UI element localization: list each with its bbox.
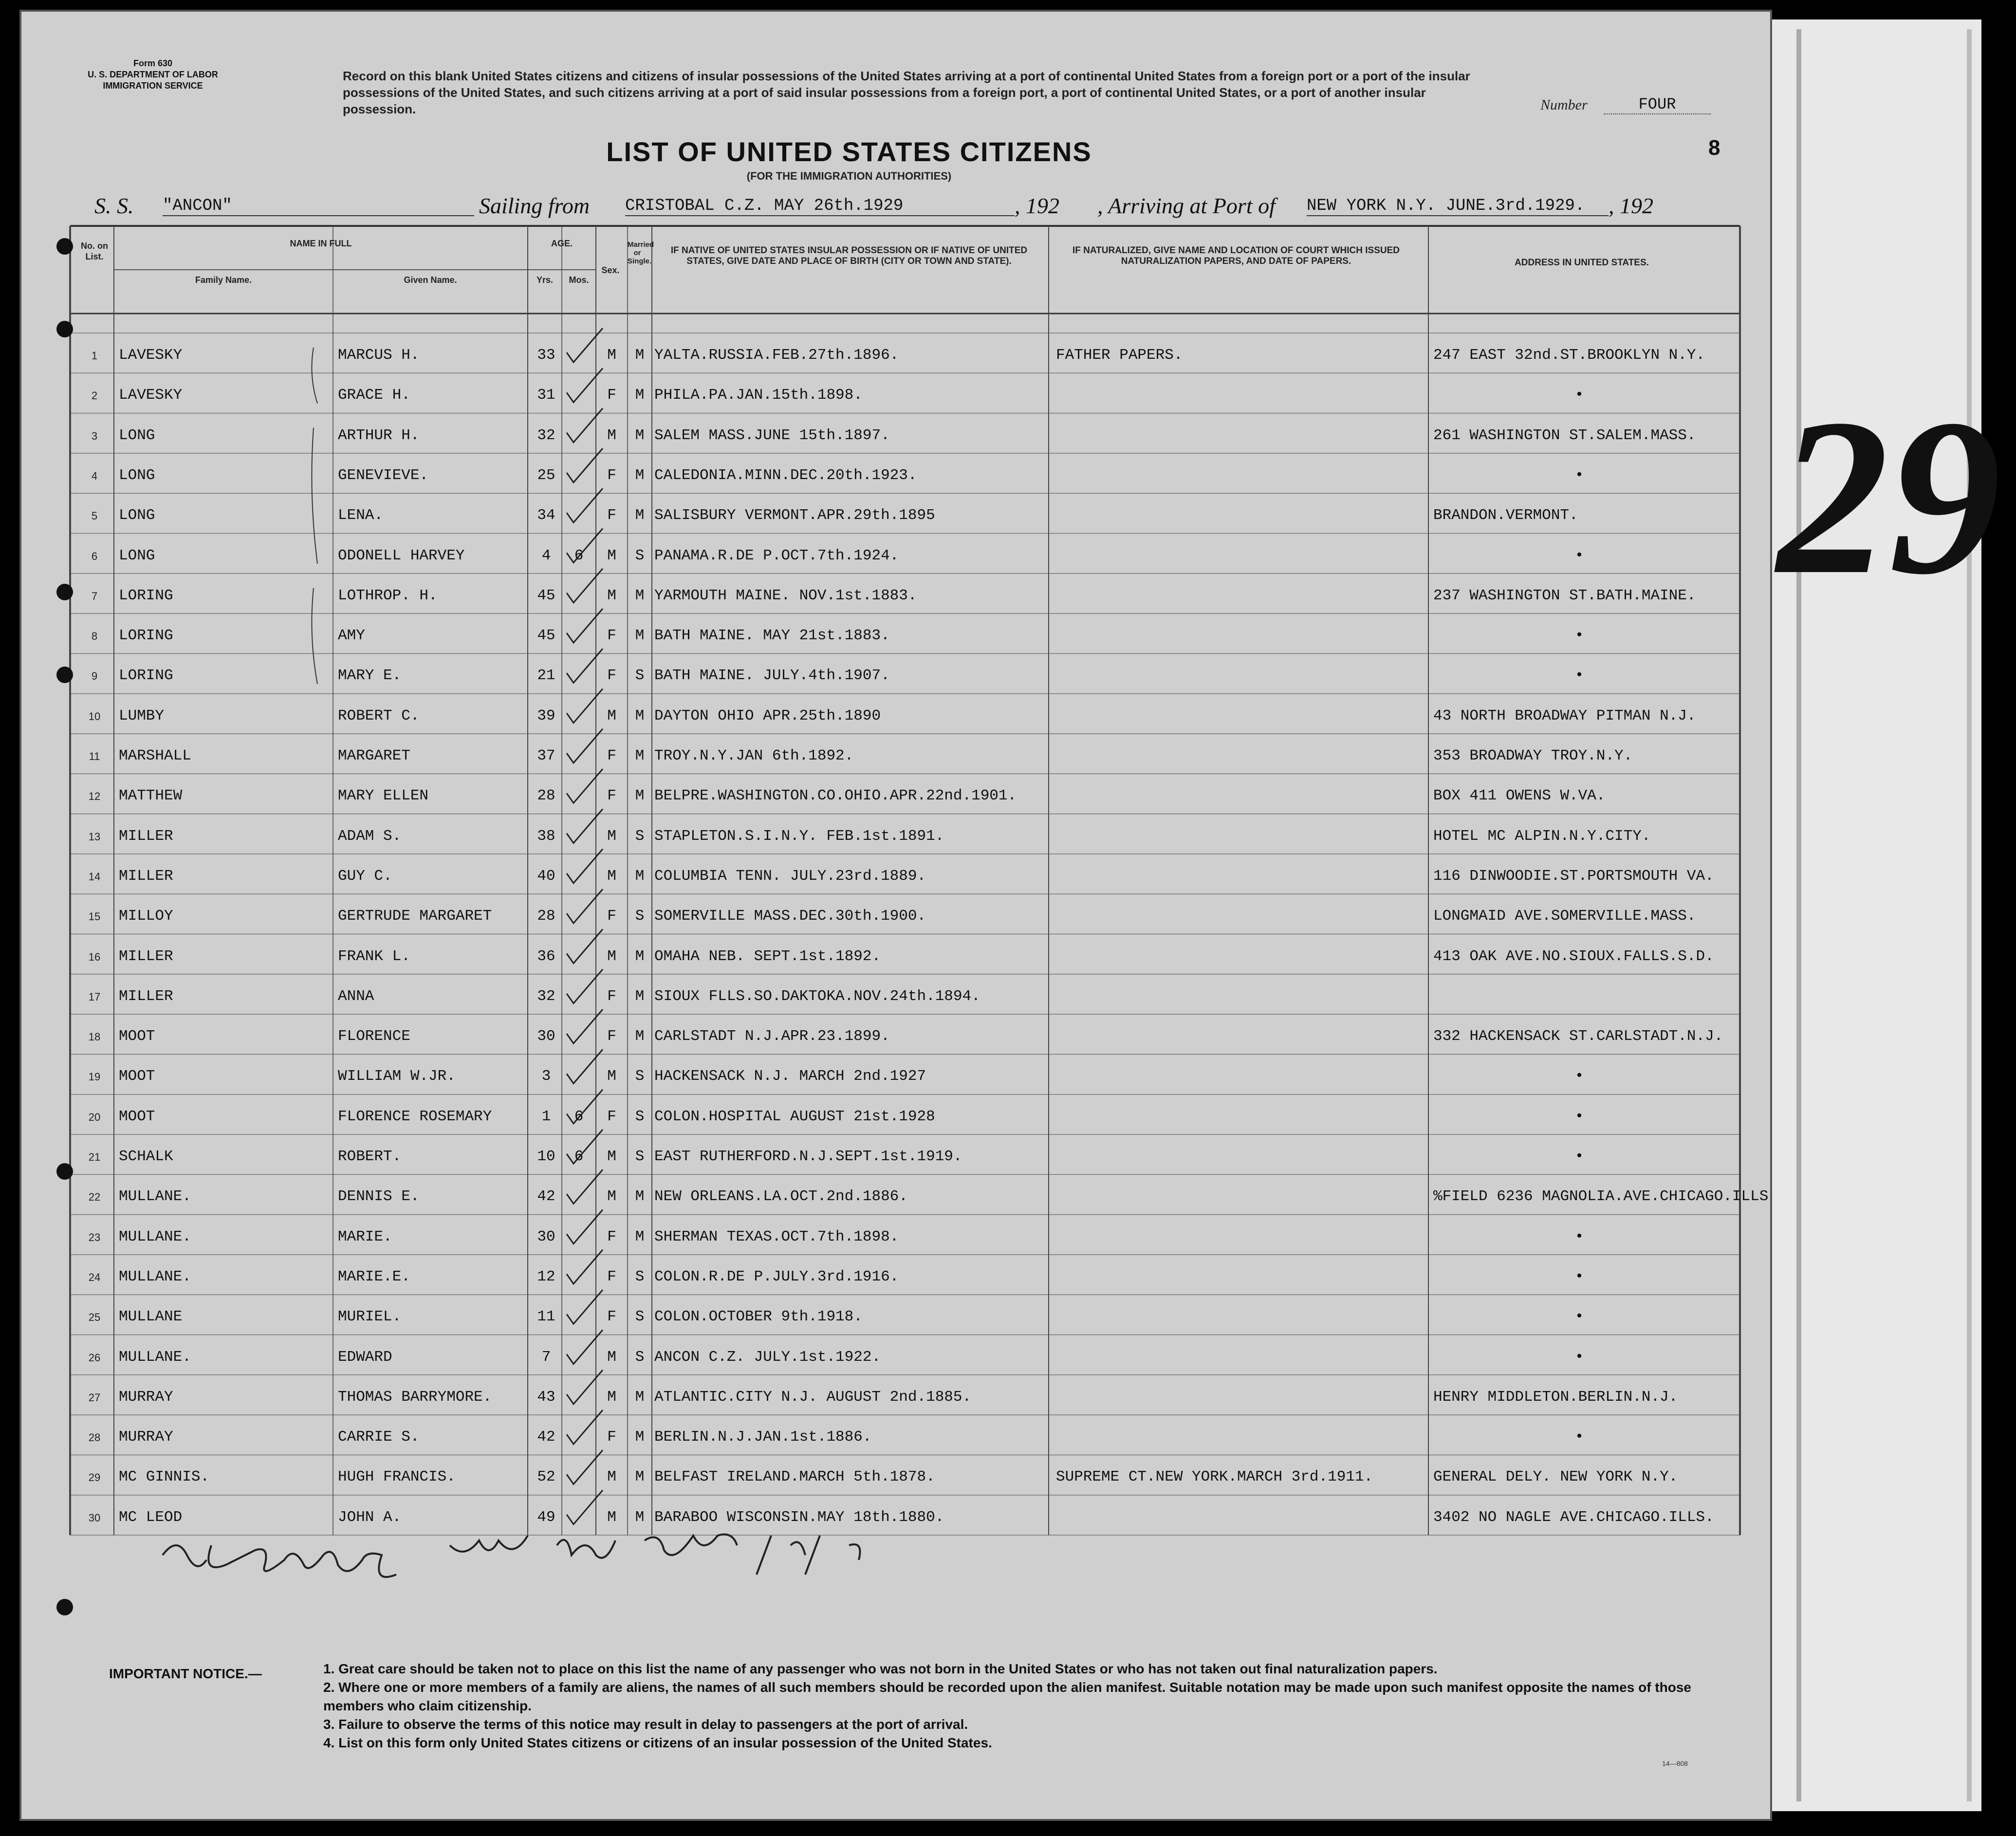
row-number: 22 xyxy=(88,1191,101,1204)
row-family: MULLANE. xyxy=(119,1188,191,1205)
row-sex: M xyxy=(607,1188,616,1205)
row-sex: M xyxy=(607,867,616,885)
row-birth: BERLIN.N.J.JAN.1st.1886. xyxy=(654,1428,872,1446)
row-ms: M xyxy=(635,1468,645,1486)
header-no-on-list: No. on List. xyxy=(81,241,108,261)
row-given: JOHN A. xyxy=(338,1508,402,1526)
row-sex: F xyxy=(607,1268,616,1285)
row-addr: 261 WASHINGTON ST.SALEM.MASS. xyxy=(1433,427,1696,444)
row-family: MULLANE. xyxy=(119,1348,191,1366)
row-sex: F xyxy=(607,667,616,685)
inspector-signature xyxy=(158,1526,937,1589)
row-addr: 247 EAST 32nd.ST.BROOKLYN N.Y. xyxy=(1433,347,1705,364)
row-yrs: 4 xyxy=(541,547,551,564)
row-given: LOTHROP. H. xyxy=(338,587,438,604)
form-instructions: Record on this blank United States citizens and citizens of insular possessions of the United States arriving at a port of continental United States from a foreign port or a port of the insular possessions of the United States, and such citizens arriving at a port of said insular possessions from a foreign port, a port of continental United States, or a port of another insular possession. xyxy=(343,69,1470,116)
row-addr: GENERAL DELY. NEW YORK N.Y. xyxy=(1433,1468,1678,1486)
row-number: 13 xyxy=(88,830,101,843)
row-number: 23 xyxy=(88,1231,101,1243)
row-yrs: 37 xyxy=(537,747,555,764)
header-age: AGE. xyxy=(551,239,573,248)
ss-label: S. S. xyxy=(94,193,134,218)
notice-item-4: 4. List on this form only United States citizens or citizens of an insular possession of the United States. xyxy=(323,1735,992,1750)
row-given: MARY E. xyxy=(338,667,402,685)
row-addr: %FIELD 6236 MAGNOLIA.AVE.CHICAGO.ILLS xyxy=(1433,1188,1769,1205)
row-number: 25 xyxy=(88,1311,101,1324)
row-addr: • xyxy=(1574,1268,1584,1285)
row-yrs: 7 xyxy=(541,1348,551,1366)
row-birth: ANCON C.Z. JULY.1st.1922. xyxy=(654,1348,881,1366)
row-birth: HACKENSACK N.J. MARCH 2nd.1927 xyxy=(654,1068,926,1085)
row-number: 16 xyxy=(88,950,101,963)
row-family: MURRAY xyxy=(119,1428,173,1446)
arriving-port-value: NEW YORK N.Y. JUNE.3rd.1929. xyxy=(1307,197,1609,216)
row-birth: COLUMBIA TENN. JULY.23rd.1889. xyxy=(654,867,926,885)
row-given: MARIE.E. xyxy=(338,1268,410,1285)
row-ms: M xyxy=(635,427,645,444)
row-family: LAVESKY xyxy=(119,387,183,404)
header-yrs: Yrs. xyxy=(536,275,554,285)
row-addr: BRANDON.VERMONT. xyxy=(1433,507,1578,524)
row-birth: SIOUX FLLS.SO.DAKTOKA.NOV.24th.1894. xyxy=(654,987,980,1005)
row-birth: CARLSTADT N.J.APR.23.1899. xyxy=(654,1028,890,1045)
row-sex: M xyxy=(607,587,616,604)
row-given: GUY C. xyxy=(338,867,392,885)
row-given: GERTRUDE MARGARET xyxy=(338,908,492,925)
row-ms: S xyxy=(635,667,645,685)
row-ms: S xyxy=(635,1268,645,1285)
row-family: LONG xyxy=(119,466,155,484)
header-naturalized: IF NATURALIZED, GIVE NAME AND LOCATION OF COURT WHICH ISSUED NATURALIZATION PAPERS, AND DATE OF PAPERS. xyxy=(1072,245,1400,266)
row-addr: 413 OAK AVE.NO.SIOUX.FALLS.S.D. xyxy=(1433,947,1714,965)
row-family: MOOT xyxy=(119,1108,155,1125)
notice-item-1: 1. Great care should be taken not to place on this list the name of any passenger who was not born in the United States or who has not taken out final naturalization papers. xyxy=(323,1661,1438,1676)
row-given: FLORENCE ROSEMARY xyxy=(338,1108,492,1125)
row-sex: F xyxy=(607,1228,616,1245)
row-yrs: 21 xyxy=(537,667,555,685)
row-yrs: 38 xyxy=(537,827,555,845)
row-birth: OMAHA NEB. SEPT.1st.1892. xyxy=(654,947,881,965)
row-number: 30 xyxy=(88,1511,101,1524)
row-addr: • xyxy=(1574,627,1584,645)
row-given: GENEVIEVE. xyxy=(338,466,429,484)
row-number: 6 xyxy=(91,550,98,562)
row-number: 11 xyxy=(89,750,100,762)
page-fold-line xyxy=(1967,29,1972,1801)
row-birth: BELFAST IRELAND.MARCH 5th.1878. xyxy=(654,1468,935,1486)
row-yrs: 32 xyxy=(537,427,555,444)
row-addr: BOX 411 OWENS W.VA. xyxy=(1433,787,1606,805)
row-yrs: 28 xyxy=(537,787,555,805)
row-sex: F xyxy=(607,466,616,484)
row-sex: M xyxy=(607,427,616,444)
year-suffix-1: , 192 xyxy=(1015,193,1059,218)
row-mos: 6 xyxy=(574,1148,584,1165)
notice-item-2: 2. Where one or more members of a family are aliens, the names of all such members should be recorded upon the alien manifest. Suitable notation may be made upon such manifest opposite the names of those members who claim citizenship. xyxy=(323,1680,1691,1713)
row-sex: F xyxy=(607,747,616,764)
row-yrs: 49 xyxy=(537,1508,555,1526)
row-sex: F xyxy=(607,987,616,1005)
row-number: 9 xyxy=(91,670,98,683)
header-name-in-full: NAME IN FULL xyxy=(290,239,352,248)
punch-hole xyxy=(56,1599,73,1615)
row-sex: F xyxy=(607,1108,616,1125)
row-given: ADAM S. xyxy=(338,827,402,845)
department-name: U. S. DEPARTMENT OF LABOR xyxy=(88,70,218,79)
row-birth: STAPLETON.S.I.N.Y. FEB.1st.1891. xyxy=(654,827,944,845)
row-family: MARSHALL xyxy=(119,747,191,764)
row-addr: • xyxy=(1574,1108,1584,1125)
row-birth: BATH MAINE. MAY 21st.1883. xyxy=(654,627,890,645)
row-number: 3 xyxy=(91,429,98,442)
row-yrs: 52 xyxy=(537,1468,555,1486)
row-sex: M xyxy=(607,707,616,724)
row-ms: S xyxy=(635,1108,645,1125)
row-given: MARIE. xyxy=(338,1228,392,1245)
row-birth: COLON.R.DE P.JULY.3rd.1916. xyxy=(654,1268,899,1285)
row-birth: DAYTON OHIO APR.25th.1890 xyxy=(654,707,881,724)
row-ms: M xyxy=(635,387,645,404)
row-addr: LONGMAID AVE.SOMERVILLE.MASS. xyxy=(1433,908,1696,925)
row-ms: M xyxy=(635,587,645,604)
row-given: THOMAS BARRYMORE. xyxy=(338,1388,492,1406)
row-ms: M xyxy=(635,987,645,1005)
row-birth: YARMOUTH MAINE. NOV.1st.1883. xyxy=(654,587,917,604)
row-number: 14 xyxy=(88,870,101,883)
row-family: MULLANE xyxy=(119,1308,183,1326)
row-sex: M xyxy=(607,1348,616,1366)
row-addr: • xyxy=(1574,1308,1584,1326)
row-number: 21 xyxy=(88,1151,101,1163)
row-ms: M xyxy=(635,1508,645,1526)
row-birth: NEW ORLEANS.LA.OCT.2nd.1886. xyxy=(654,1188,908,1205)
row-number: 27 xyxy=(88,1391,101,1404)
row-ms: S xyxy=(635,547,645,564)
row-addr: 353 BROADWAY TROY.N.Y. xyxy=(1433,747,1633,764)
row-ms: M xyxy=(635,707,645,724)
row-yrs: 32 xyxy=(537,987,555,1005)
row-yrs: 33 xyxy=(537,347,555,364)
row-birth: BARABOO WISCONSIN.MAY 18th.1880. xyxy=(654,1508,944,1526)
row-given: HUGH FRANCIS. xyxy=(338,1468,456,1486)
row-family: MULLANE. xyxy=(119,1268,191,1285)
row-ms: M xyxy=(635,1028,645,1045)
row-ms: M xyxy=(635,466,645,484)
row-yrs: 31 xyxy=(537,387,555,404)
row-number: 7 xyxy=(91,590,98,602)
row-addr: 43 NORTH BROADWAY PITMAN N.J. xyxy=(1433,707,1696,724)
row-birth: SALEM MASS.JUNE 15th.1897. xyxy=(654,427,890,444)
row-family: MILLOY xyxy=(119,908,173,925)
row-yrs: 42 xyxy=(537,1428,555,1446)
row-sex: F xyxy=(607,1428,616,1446)
row-birth: BELPRE.WASHINGTON.CO.OHIO.APR.22nd.1901. xyxy=(654,787,1017,805)
row-sex: F xyxy=(607,1308,616,1326)
row-nat: FATHER PAPERS. xyxy=(1056,347,1183,364)
row-family: LONG xyxy=(119,507,155,524)
family-bracket xyxy=(312,428,317,564)
punch-hole xyxy=(56,667,73,683)
row-given: MURIEL. xyxy=(338,1308,402,1326)
row-addr: 332 HACKENSACK ST.CARLSTADT.N.J. xyxy=(1433,1028,1723,1045)
row-number: 17 xyxy=(88,990,101,1003)
row-given: CARRIE S. xyxy=(338,1428,420,1446)
row-given: WILLIAM W.JR. xyxy=(338,1068,456,1085)
row-given: ROBERT C. xyxy=(338,707,420,724)
row-number: 29 xyxy=(88,1471,101,1484)
row-ms: M xyxy=(635,1188,645,1205)
row-ms: M xyxy=(635,1228,645,1245)
row-ms: M xyxy=(635,1428,645,1446)
row-addr: • xyxy=(1574,1348,1584,1366)
row-nat: SUPREME CT.NEW YORK.MARCH 3rd.1911. xyxy=(1056,1468,1373,1486)
row-yrs: 34 xyxy=(537,507,555,524)
row-ms: M xyxy=(635,747,645,764)
ship-name: "ANCON" xyxy=(163,197,474,216)
header-sex: Sex. xyxy=(601,265,620,275)
family-bracket xyxy=(312,588,317,684)
row-birth: ATLANTIC.CITY N.J. AUGUST 2nd.1885. xyxy=(654,1388,972,1406)
punch-hole xyxy=(56,238,73,255)
next-page-edge xyxy=(1772,19,1981,1811)
row-family: LONG xyxy=(119,547,155,564)
row-family: MC GINNIS. xyxy=(119,1468,210,1486)
row-number: 28 xyxy=(88,1431,101,1444)
row-yrs: 1 xyxy=(541,1108,551,1125)
row-number: 1 xyxy=(91,350,98,362)
row-family: MILLER xyxy=(119,947,173,965)
row-yrs: 36 xyxy=(537,947,555,965)
row-number: 5 xyxy=(91,510,98,522)
notice-item-3: 3. Failure to observe the terms of this notice may result in delay to passengers at the port of arrival. xyxy=(323,1717,968,1732)
row-given: LENA. xyxy=(338,507,384,524)
row-ms: M xyxy=(635,787,645,805)
row-sex: M xyxy=(607,1468,616,1486)
row-given: MARY ELLEN xyxy=(338,787,429,805)
row-given: ODONELL HARVEY xyxy=(338,547,465,564)
row-sex: F xyxy=(607,908,616,925)
row-number: 20 xyxy=(88,1111,101,1123)
row-family: MULLANE. xyxy=(119,1228,191,1245)
row-sex: F xyxy=(607,627,616,645)
row-birth: SOMERVILLE MASS.DEC.30th.1900. xyxy=(654,908,926,925)
row-ms: S xyxy=(635,908,645,925)
row-given: MARGARET xyxy=(338,747,410,764)
row-ms: S xyxy=(635,1148,645,1165)
row-number: 12 xyxy=(88,790,101,803)
number-label: Number xyxy=(1540,97,1588,113)
header-given-name: Given Name. xyxy=(404,275,457,285)
row-yrs: 40 xyxy=(537,867,555,885)
row-sex: M xyxy=(607,1148,616,1165)
punch-hole xyxy=(56,1163,73,1180)
row-yrs: 45 xyxy=(537,627,555,645)
row-number: 15 xyxy=(88,910,101,923)
row-number: 2 xyxy=(91,389,98,402)
row-yrs: 28 xyxy=(537,908,555,925)
row-ms: M xyxy=(635,1388,645,1406)
row-family: LORING xyxy=(119,667,173,685)
row-given: FLORENCE xyxy=(338,1028,410,1045)
header-married-single: Married or Single. xyxy=(628,241,654,265)
row-family: LORING xyxy=(119,587,173,604)
row-addr: • xyxy=(1574,1068,1584,1085)
page-fold-line xyxy=(1796,29,1801,1801)
number-value: FOUR xyxy=(1604,95,1711,114)
sailing-label: Sailing from xyxy=(479,193,590,218)
row-sex: M xyxy=(607,347,616,364)
row-birth: YALTA.RUSSIA.FEB.27th.1896. xyxy=(654,347,899,364)
row-birth: PHILA.PA.JAN.15th.1898. xyxy=(654,387,863,404)
row-sex: M xyxy=(607,947,616,965)
row-given: ARTHUR H. xyxy=(338,427,420,444)
header-family-name: Family Name. xyxy=(195,275,252,285)
row-family: MILLER xyxy=(119,827,173,845)
row-yrs: 42 xyxy=(537,1188,555,1205)
row-ms: M xyxy=(635,507,645,524)
row-family: LAVESKY xyxy=(119,347,183,364)
row-given: ROBERT. xyxy=(338,1148,402,1165)
row-family: LORING xyxy=(119,627,173,645)
row-ms: S xyxy=(635,1068,645,1085)
row-addr: • xyxy=(1574,387,1584,404)
row-addr: 237 WASHINGTON ST.BATH.MAINE. xyxy=(1433,587,1696,604)
row-birth: CALEDONIA.MINN.DEC.20th.1923. xyxy=(654,466,917,484)
row-ms: S xyxy=(635,1308,645,1326)
row-number: 10 xyxy=(88,710,101,723)
row-family: MURRAY xyxy=(119,1388,173,1406)
row-number: 24 xyxy=(88,1271,101,1283)
row-sex: F xyxy=(607,1028,616,1045)
row-yrs: 10 xyxy=(537,1148,555,1165)
row-family: MILLER xyxy=(119,987,173,1005)
row-family: MOOT xyxy=(119,1028,155,1045)
row-given: DENNIS E. xyxy=(338,1188,420,1205)
punch-hole xyxy=(56,321,73,337)
row-addr: • xyxy=(1574,1428,1584,1446)
header-mos: Mos. xyxy=(569,275,589,285)
header-address: ADDRESS IN UNITED STATES. xyxy=(1515,258,1649,268)
row-birth: TROY.N.Y.JAN 6th.1892. xyxy=(654,747,854,764)
row-sex: M xyxy=(607,1508,616,1526)
sailing-from-value: CRISTOBAL C.Z. MAY 26th.1929 xyxy=(625,197,1015,216)
row-addr: • xyxy=(1574,1148,1584,1165)
row-addr: HOTEL MC ALPIN.N.Y.CITY. xyxy=(1433,827,1651,845)
row-addr: 3402 NO NAGLE AVE.CHICAGO.ILLS. xyxy=(1433,1508,1714,1526)
row-given: ANNA xyxy=(338,987,374,1005)
row-addr: • xyxy=(1574,547,1584,564)
row-sex: M xyxy=(607,547,616,564)
side-handwriting: 29 xyxy=(1777,372,2001,621)
row-addr: • xyxy=(1574,466,1584,484)
page-title: LIST OF UNITED STATES CITIZENS xyxy=(606,136,1092,167)
row-yrs: 39 xyxy=(537,707,555,724)
row-addr: 116 DINWOODIE.ST.PORTSMOUTH VA. xyxy=(1433,867,1714,885)
service-name: IMMIGRATION SERVICE xyxy=(103,81,203,91)
row-birth: PANAMA.R.DE P.OCT.7th.1924. xyxy=(654,547,899,564)
row-addr: HENRY MIDDLETON.BERLIN.N.J. xyxy=(1433,1388,1678,1406)
row-family: MATTHEW xyxy=(119,787,183,805)
row-birth: SALISBURY VERMONT.APR.29th.1895 xyxy=(654,507,935,524)
row-yrs: 25 xyxy=(537,466,555,484)
row-given: GRACE H. xyxy=(338,387,410,404)
row-birth: COLON.OCTOBER 9th.1918. xyxy=(654,1308,863,1326)
row-number: 8 xyxy=(91,630,98,643)
row-ms: S xyxy=(635,827,645,845)
row-sex: M xyxy=(607,827,616,845)
row-birth: EAST RUTHERFORD.N.J.SEPT.1st.1919. xyxy=(654,1148,962,1165)
row-given: MARCUS H. xyxy=(338,347,420,364)
row-ms: M xyxy=(635,347,645,364)
row-sex: M xyxy=(607,1068,616,1085)
row-birth: COLON.HOSPITAL AUGUST 21st.1928 xyxy=(654,1108,935,1125)
row-ms: S xyxy=(635,1348,645,1366)
notice-heading: IMPORTANT NOTICE.— xyxy=(109,1666,262,1681)
row-yrs: 3 xyxy=(541,1068,551,1085)
row-number: 26 xyxy=(88,1351,101,1364)
page-number: 8 xyxy=(1708,136,1720,160)
year-suffix-2: , 192 xyxy=(1609,193,1653,218)
row-sex: F xyxy=(607,507,616,524)
row-family: SCHALK xyxy=(119,1148,173,1165)
row-number: 4 xyxy=(91,469,98,482)
row-addr: • xyxy=(1574,667,1584,685)
row-sex: M xyxy=(607,1388,616,1406)
row-birth: BATH MAINE. JULY.4th.1907. xyxy=(654,667,890,685)
row-family: MC LEOD xyxy=(119,1508,183,1526)
page-subtitle: (FOR THE IMMIGRATION AUTHORITIES) xyxy=(746,170,952,182)
manifest-sheet xyxy=(19,10,1772,1821)
row-sex: F xyxy=(607,787,616,805)
row-given: AMY xyxy=(338,627,365,645)
row-mos: 6 xyxy=(574,1108,584,1125)
row-family: LUMBY xyxy=(119,707,165,724)
row-yrs: 45 xyxy=(537,587,555,604)
row-ms: M xyxy=(635,627,645,645)
row-number: 19 xyxy=(88,1071,101,1083)
row-yrs: 30 xyxy=(537,1228,555,1245)
row-family: LONG xyxy=(119,427,155,444)
row-given: FRANK L. xyxy=(338,947,410,965)
punch-hole xyxy=(56,584,73,600)
header-birth: IF NATIVE OF UNITED STATES INSULAR POSSESSION OR IF NATIVE OF UNITED STATES, GIVE DATE AND PLACE OF BIRTH (CITY OR TOWN AND STATE). xyxy=(670,245,1028,266)
family-bracket xyxy=(312,348,317,404)
row-yrs: 11 xyxy=(537,1308,555,1326)
row-yrs: 43 xyxy=(537,1388,555,1406)
row-yrs: 12 xyxy=(537,1268,555,1285)
row-yrs: 30 xyxy=(537,1028,555,1045)
row-ms: M xyxy=(635,947,645,965)
footer-code: 14—808 xyxy=(1662,1760,1688,1767)
notice-items xyxy=(323,1660,1755,1752)
row-sex: F xyxy=(607,387,616,404)
row-addr: • xyxy=(1574,1228,1584,1245)
row-birth: SHERMAN TEXAS.OCT.7th.1898. xyxy=(654,1228,899,1245)
form-number: Form 630 xyxy=(133,58,173,68)
arriving-label: , Arriving at Port of xyxy=(1097,193,1276,218)
row-family: MOOT xyxy=(119,1068,155,1085)
row-mos: 6 xyxy=(574,547,584,564)
row-ms: M xyxy=(635,867,645,885)
row-number: 18 xyxy=(88,1031,101,1043)
row-family: MILLER xyxy=(119,867,173,885)
row-given: EDWARD xyxy=(338,1348,392,1366)
